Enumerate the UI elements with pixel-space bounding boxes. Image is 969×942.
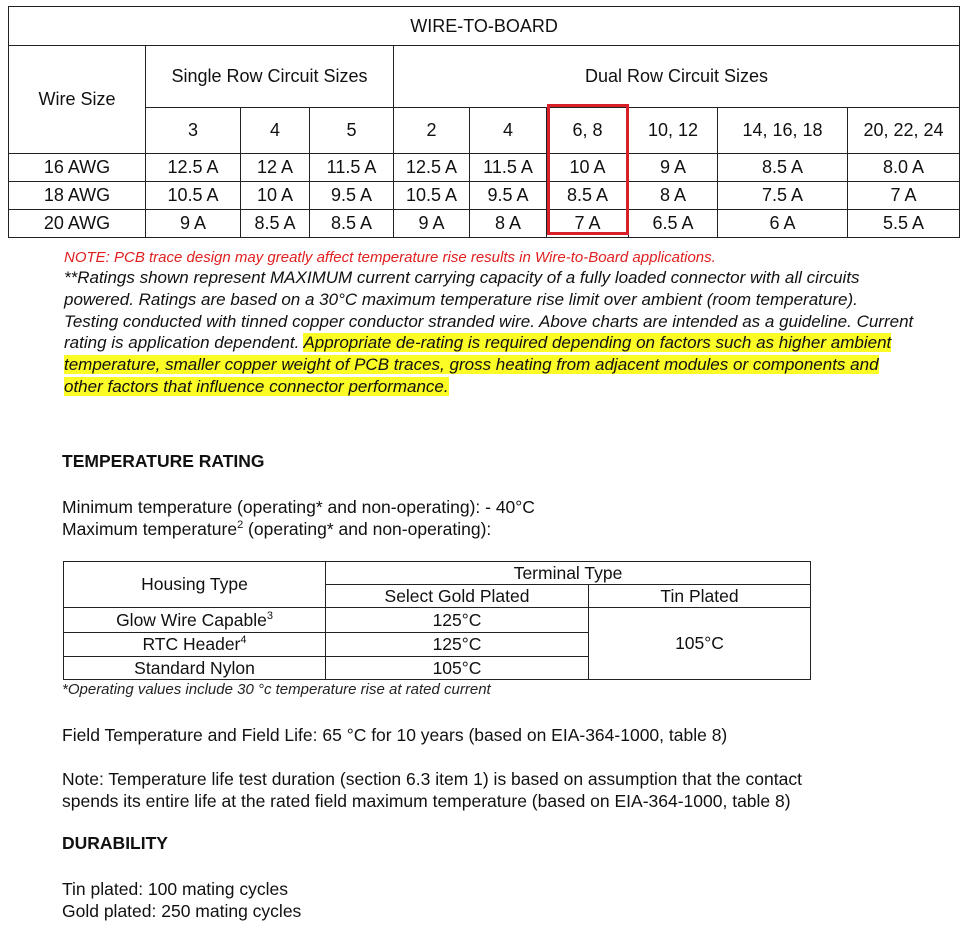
current-cell: 8.5 A [310, 210, 394, 238]
current-cell: 10 A [241, 182, 310, 210]
current-cell: 8 A [470, 210, 547, 238]
current-cell: 11.5 A [310, 154, 394, 182]
ratings-text: **Ratings shown represent MAXIMUM current carrying capacity of a fully loaded connector with all circuits powered. Ratings are based on a 30°C maximum temperature rise limit over ambient (room temperature). Testing conducted with tinned copper conductor stranded wire. Above charts are intended as a guideline. Current rating is application dependent. [64, 268, 914, 353]
wire-size-header: Wire Size [9, 46, 146, 154]
current-cell: 8.0 A [848, 154, 960, 182]
life-test-note-line-1: Note: Temperature life test duration (section 6.3 item 1) is based on assumption that the contact [62, 769, 802, 789]
wire-gauge-cell: 18 AWG [9, 182, 146, 210]
gold-plated-cycles: Gold plated: 250 mating cycles [62, 901, 302, 921]
gold-temp-cell: 125°C [326, 608, 589, 633]
housing-cell: Glow Wire Capable$^3$ [64, 608, 326, 633]
current-cell: 8.5 A [718, 154, 848, 182]
derating-highlight: Appropriate de-rating is required depending on factors such as higher ambient temperature, smaller copper weight of PCB traces, gross heating from adjacent modules or components and other factors that influence connector performance. [64, 333, 892, 396]
tin-temp-cell: 105°C [589, 608, 811, 680]
operating-footnote: *Operating values include 30 °c temperature rise at rated current [62, 681, 491, 698]
gold-plated-header: Select Gold Plated [326, 585, 589, 608]
max-temperature-line: Maximum temperature$^2$ (operating* and non-operating): [62, 519, 492, 539]
life-test-note-line-2: spends its entire life at the rated field maximum temperature (based on EIA-364-1000, table 8) [62, 791, 791, 811]
table-row [9, 210, 960, 238]
current-cell: 5.5 A [848, 210, 960, 238]
wire-to-board-table [8, 6, 960, 238]
housing-cell: RTC Header$^4$ [64, 633, 326, 657]
current-cell: 11.5 A [470, 154, 547, 182]
current-cell: 6 A [718, 210, 848, 238]
current-cell: 7 A [547, 210, 629, 238]
pcb-trace-note: NOTE: PCB trace design may greatly affect temperature rise results in Wire-to-Board applications. [64, 249, 716, 266]
dual-row-header: Dual Row Circuit Sizes [394, 46, 960, 108]
current-cell: 8.5 A [547, 182, 629, 210]
circuit-size-cell: 2 [394, 108, 470, 154]
circuit-size-cell: 4 [470, 108, 547, 154]
circuit-size-cell: 10, 12 [629, 108, 718, 154]
current-cell: 10.5 A [394, 182, 470, 210]
current-cell: 9 A [146, 210, 241, 238]
current-cell: 8.5 A [241, 210, 310, 238]
current-cell: 12.5 A [394, 154, 470, 182]
gold-temp-cell: 125°C [326, 633, 589, 657]
table-row [64, 608, 811, 633]
current-cell: 12 A [241, 154, 310, 182]
circuit-size-cell: 4 [241, 108, 310, 154]
table-row [9, 182, 960, 210]
current-cell: 9 A [394, 210, 470, 238]
current-cell: 9 A [629, 154, 718, 182]
min-temperature-line: Minimum temperature (operating* and non-operating): - 40°C [62, 497, 535, 517]
temperature-rating-heading: TEMPERATURE RATING [62, 451, 265, 471]
table-title: WIRE-TO-BOARD [9, 7, 960, 46]
current-cell: 7.5 A [718, 182, 848, 210]
current-cell: 7 A [848, 182, 960, 210]
tin-plated-cycles: Tin plated: 100 mating cycles [62, 879, 288, 899]
housing-type-header: Housing Type [64, 562, 326, 608]
ratings-note [64, 249, 914, 398]
wire-gauge-cell: 16 AWG [9, 154, 146, 182]
single-row-header: Single Row Circuit Sizes [146, 46, 394, 108]
current-cell: 10 A [547, 154, 629, 182]
gold-temp-cell: 105°C [326, 657, 589, 680]
durability-heading: DURABILITY [62, 833, 168, 853]
current-cell: 9.5 A [310, 182, 394, 210]
field-temperature-line: Field Temperature and Field Life: 65 °C for 10 years (based on EIA-364-1000, table 8) [62, 725, 728, 745]
tin-plated-header: Tin Plated [589, 585, 811, 608]
circuit-size-cell: 6, 8 [547, 108, 629, 154]
temperature-table [63, 561, 811, 680]
current-cell: 12.5 A [146, 154, 241, 182]
current-cell: 6.5 A [629, 210, 718, 238]
current-cell: 9.5 A [470, 182, 547, 210]
wire-gauge-cell: 20 AWG [9, 210, 146, 238]
circuit-size-cell: 14, 16, 18 [718, 108, 848, 154]
terminal-type-header: Terminal Type [326, 562, 811, 585]
circuit-size-cell: 5 [310, 108, 394, 154]
housing-cell: Standard Nylon [64, 657, 326, 680]
current-cell: 10.5 A [146, 182, 241, 210]
table-row [9, 154, 960, 182]
circuit-size-cell: 3 [146, 108, 241, 154]
current-cell: 8 A [629, 182, 718, 210]
circuit-size-cell: 20, 22, 24 [848, 108, 960, 154]
